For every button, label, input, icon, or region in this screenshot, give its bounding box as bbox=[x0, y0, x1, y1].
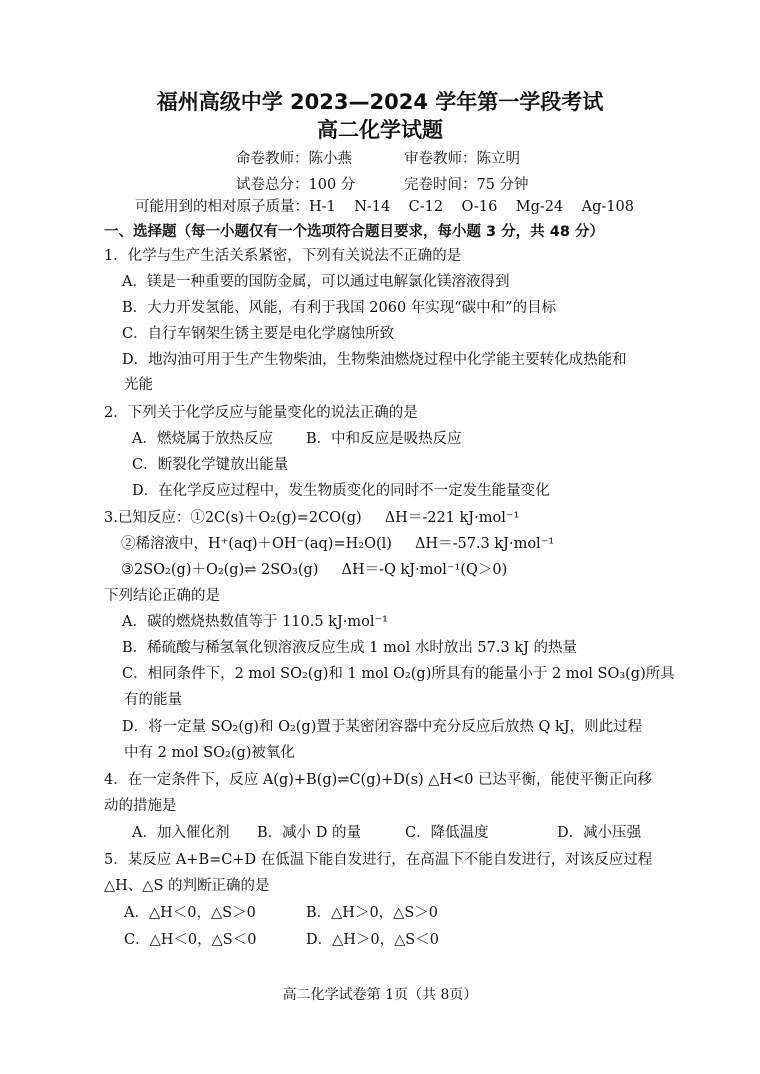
section-heading: 一、选择题（每一小题仅有一个选项符合题目要求，每小题 3 分，共 48 分） bbox=[104, 224, 604, 240]
q1-option-d-line2: 光能 bbox=[124, 377, 153, 393]
q4-stem-line2: 动的措施是 bbox=[104, 798, 177, 814]
q3-reaction-2: ②稀溶液中，H⁺(aq)＋OH⁻(aq)=H₂O(l) ΔH＝-57.3 kJ·mol⁻¹ bbox=[121, 536, 555, 552]
q3-stem: 3.已知反应：①2C(s)＋O₂(g)=2CO(g) ΔH＝-221 kJ·mol⁻¹ bbox=[104, 510, 520, 526]
q2-option-a: A．燃烧属于放热反应 bbox=[132, 431, 273, 447]
q3-option-a: A．碳的燃烧热数值等于 110.5 kJ·mol⁻¹ bbox=[122, 614, 388, 630]
q5-option-d: D．△H＞0，△S＜0 bbox=[306, 932, 439, 948]
time-limit: 完卷时间：75 分钟 bbox=[404, 177, 529, 193]
exam-title: 福州高级中学 2023—2024 学年第一学段考试 bbox=[156, 90, 604, 114]
q5-stem-line1: 5．某反应 A+B=C+D 在低温下能自发进行，在高温下不能自发进行，对该反应过程 bbox=[104, 852, 653, 868]
q1-option-b: B．大力开发氢能、风能，有利于我国 2060 年实现“碳中和”的目标 bbox=[122, 300, 557, 316]
q2-option-b: B．中和反应是吸热反应 bbox=[306, 431, 462, 447]
q4-option-a: A．加入催化剂 bbox=[132, 825, 230, 841]
total-score: 试卷总分：100 分 bbox=[236, 177, 356, 193]
q5-option-b: B．△H＞0，△S＞0 bbox=[306, 905, 438, 921]
q3-option-c-line1: C．相同条件下，2 mol SO₂(g)和 1 mol O₂(g)所具有的能量小于 2 mol SO₃(g)所具 bbox=[122, 666, 675, 682]
q3-reaction-3: ③2SO₂(g)＋O₂(g)⇌ 2SO₃(g) ΔH＝-Q kJ·mol⁻¹(Q＞0) bbox=[121, 562, 508, 578]
q3-option-d-line1: D．将一定量 SO₂(g)和 O₂(g)置于某密闭容器中充分反应后放热 Q kJ，则此过程 bbox=[122, 719, 643, 735]
q3-option-c-line2: 有的能量 bbox=[124, 692, 182, 708]
q2-option-d: D．在化学反应过程中，发生物质变化的同时不一定发生能量变化 bbox=[132, 483, 550, 499]
q5-option-a: A．△H＜0，△S＞0 bbox=[124, 905, 256, 921]
q5-stem-line2: △H、△S 的判断正确的是 bbox=[104, 878, 270, 894]
q1-stem: 1．化学与生产生活关系紧密，下列有关说法不正确的是 bbox=[104, 248, 462, 264]
q4-option-b: B．减小 D 的量 bbox=[257, 825, 361, 841]
q3-ask: 下列结论正确的是 bbox=[104, 588, 220, 604]
q4-stem-line1: 4．在一定条件下，反应 A(g)+B(g)⇌C(g)+D(s) △H<0 已达平衡，能使平衡正向移 bbox=[104, 772, 653, 788]
atomic-masses: 可能用到的相对原子质量：H-1 N-14 C-12 O-16 Mg-24 Ag-108 bbox=[135, 199, 635, 215]
q4-option-c: C．降低温度 bbox=[405, 825, 489, 841]
q3-option-d-line2: 中有 2 mol SO₂(g)被氧化 bbox=[124, 745, 295, 761]
q4-option-d: D．减小压强 bbox=[557, 825, 642, 841]
author-label: 命卷教师：陈小燕 bbox=[236, 151, 352, 167]
page-footer: 高二化学试卷第 1页（共 8页） bbox=[282, 987, 478, 1003]
reviewer-label: 审卷教师：陈立明 bbox=[404, 151, 520, 167]
exam-subtitle: 高二化学试题 bbox=[317, 118, 443, 142]
q1-option-c: C．自行车钢架生锈主要是电化学腐蚀所致 bbox=[122, 326, 395, 342]
q1-option-a: A．镁是一种重要的国防金属，可以通过电解氯化镁溶液得到 bbox=[122, 274, 510, 290]
q2-option-c: C．断裂化学键放出能量 bbox=[132, 457, 289, 473]
q1-option-d-line1: D．地沟油可用于生产生物柴油，生物柴油燃烧过程中化学能主要转化成热能和 bbox=[122, 352, 627, 368]
q2-stem: 2．下列关于化学反应与能量变化的说法正确的是 bbox=[104, 405, 418, 421]
q5-option-c: C．△H＜0，△S＜0 bbox=[124, 932, 257, 948]
q3-option-b: B．稀硫酸与稀氢氧化钡溶液反应生成 1 mol 水时放出 57.3 kJ 的热量 bbox=[122, 640, 578, 656]
